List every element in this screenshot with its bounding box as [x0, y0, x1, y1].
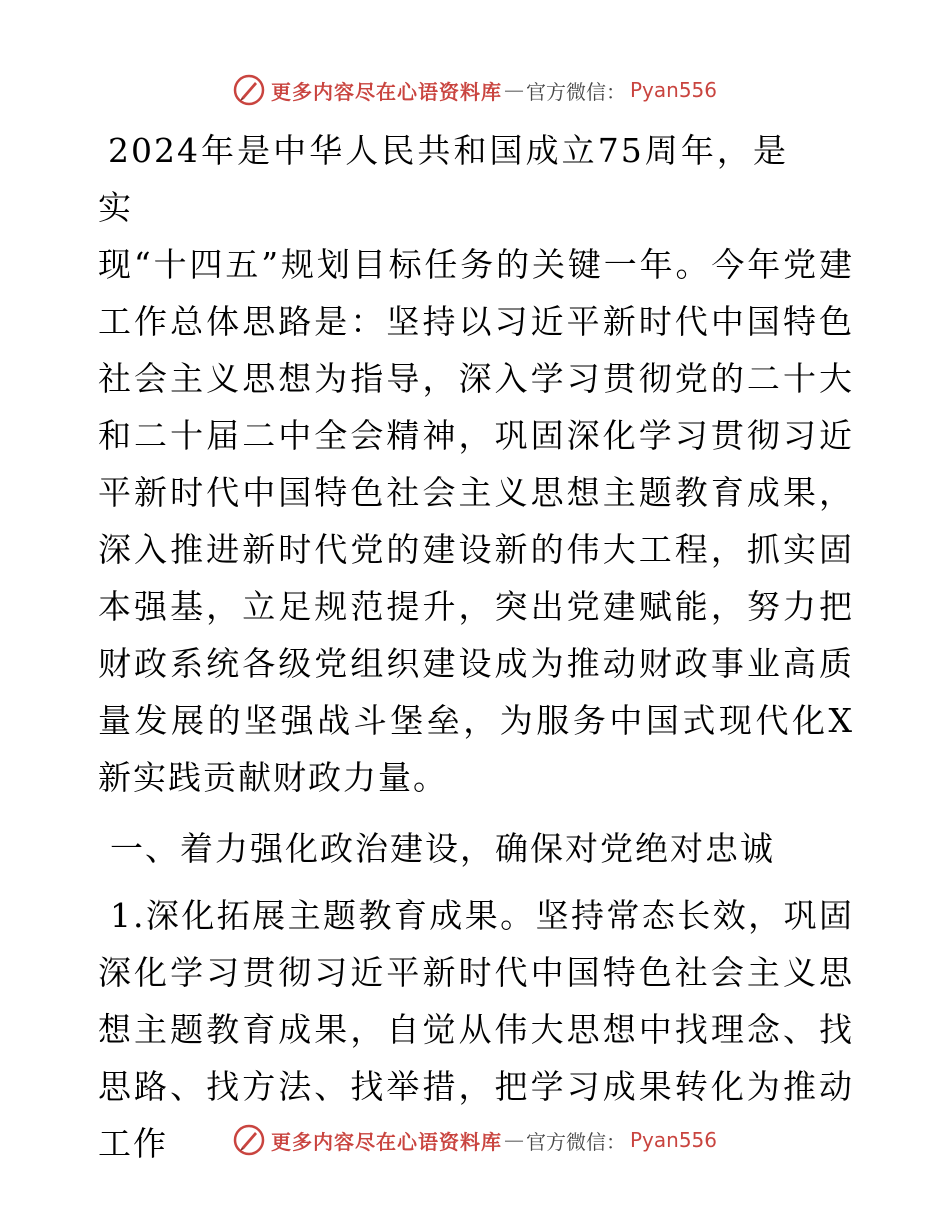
- paragraph-intro: 现“十四五”规划目标任务的关键一年。今年党建工作总体思路是：坚持以习近平新时代中国特色社会主义思想为指导，深入学习贯彻党的二十大和二十届二中全会精神，巩固深化学习贯彻习近平新时代中国特色社会主义思想主题教育成果，深入推进新时代党的建设新的伟大工程，抓实固本强基，立足规范提升，突出党建赋能，努力把财政系统各级党组织建设成为推动财政事业高质量发展的坚强战斗堡垒，为服务中国式现代化X新实践贡献财政力量。: [98, 245, 854, 797]
- paragraph-intro-first-line: 2024年是中华人民共和国成立75周年，是实: [98, 131, 788, 227]
- banner-handle: Pyan556: [629, 1128, 717, 1152]
- banner-brand: 更多内容尽在心语资料库: [270, 1129, 502, 1154]
- banner-label: 官方微信：: [525, 1129, 626, 1154]
- feather-pen-icon: [233, 74, 265, 106]
- document-body: [98, 122, 854, 1172]
- banner-brand: 更多内容尽在心语资料库: [270, 79, 502, 104]
- banner-handle: Pyan556: [629, 78, 717, 102]
- section-heading: 一、着力强化政治建设，确保对党绝对忠诚: [110, 829, 775, 868]
- banner-label: 官方微信：: [525, 79, 626, 104]
- header-banner: [0, 70, 950, 110]
- footer-banner: [0, 1120, 950, 1160]
- banner-separator: —: [503, 78, 524, 102]
- banner-separator: —: [503, 1128, 524, 1152]
- list-item: 1.深化拓展主题教育成果。坚持常态长效，巩固深化学习贯彻习近平新时代中国特色社会主义思想主题教育成果，自觉从伟大思想中找理念、找思路、找方法、找举措，把学习成果转化为推动工作: [98, 896, 854, 1163]
- feather-pen-icon: [233, 1124, 265, 1156]
